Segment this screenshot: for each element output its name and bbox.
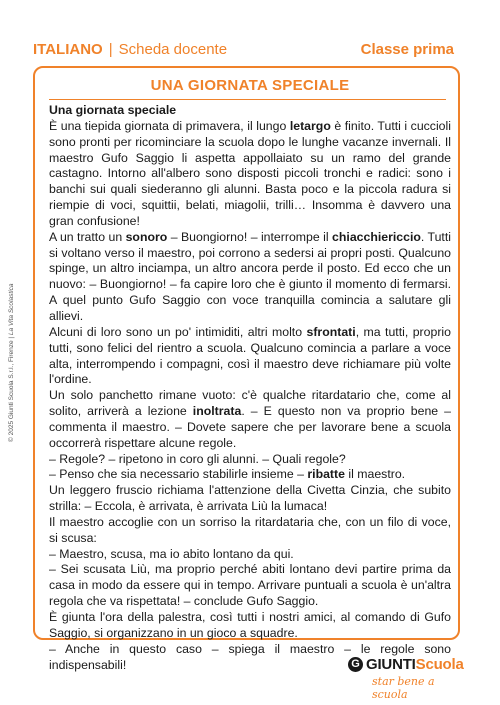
text-run: – Penso che sia necessario stabilirle insieme –	[49, 467, 308, 482]
copyright-text: © 2025 Giunti Scuola S.r.l., Firenze |	[8, 335, 15, 442]
text-run: Un solo panchetto rimane vuoto: c'è qualche ritardatario che, come al solito, arriverà a lezione	[49, 388, 451, 419]
subject-label: ITALIANO	[33, 40, 103, 58]
vocabulary-word: ribatte	[307, 467, 345, 482]
publication-name: La Vita Scolastica	[8, 283, 15, 336]
giunti-scuola-logo	[348, 654, 468, 701]
text-run: . Tutti si voltano verso il maestro, poi corrono a sedersi ai propri posti. Qualcuno spinge, un altro inciampa, un altro ancora perde il posto. Ed ecco che un nuovo: – Buongiorno! – fa capire loro che è giunto il momento di fermarsi. A quel punto Gufo Saggio con voce tranquilla comincia a salutare gli allievi.	[49, 229, 451, 323]
text-run: È giunta l'ora della palestra, così tutti i nostri amici, al comando di Gufo Saggio, si organizzano in un gioco a squadre.	[49, 610, 451, 640]
story-paragraph	[49, 452, 451, 468]
vocabulary-word: sfrontati	[306, 324, 356, 339]
logo-wordmark	[348, 654, 468, 674]
logo-mark-letter: G	[351, 657, 360, 670]
text-run: – Maestro, scusa, ma io abito lontano da qui.	[49, 546, 294, 561]
story-paragraph	[49, 483, 451, 515]
logo-g-icon	[348, 657, 363, 672]
story-paragraphs	[49, 119, 451, 674]
text-run: – Sei scusata Liù, ma proprio perché abiti lontano devi partire prima da casa in modo da essere qui in tempo. Arrivare puntuali a scuola è un'altra regola che va rispettata! – conclude Gufo Saggio.	[49, 562, 451, 609]
text-run: Il maestro accoglie con un sorriso la ritardataria che, con un filo di voce, si scusa:	[49, 514, 451, 545]
story-paragraph	[49, 230, 451, 325]
text-run: il maestro.	[344, 467, 406, 482]
text-run: A un tratto un	[49, 229, 126, 244]
text-run: , ma tutti, proprio tutti, sono felici del rientro a scuola. Qualcuno comincia a parlare a voce alta, interrompendo i compagni, così il maestro deve richiamare più volte l'ordine.	[49, 324, 451, 387]
story-paragraph	[49, 562, 451, 610]
text-run: Alcuni di loro sono un po' intimiditi, altri molto	[49, 324, 307, 339]
story-paragraph	[49, 325, 451, 388]
text-run: è finito. Tutti i cuccioli sono pronti per ricominciare la scuola dopo le lunghe vacanze invernali. Il maestro Gufo Saggio li aspetta appollaiato su un ramo del grande castagno. Intorno all'albero sono disposti piccoli tronchi e radici: sono i banchi sui quali siederanno gli alunni. Basta poco e la piccola radura si riempie di voci, squittii, belati, miagolii, trilli… Insomma è davvero una gran confusione!	[49, 118, 451, 228]
vocabulary-word: inoltrata	[192, 404, 242, 419]
grade-label: Classe prima	[360, 40, 454, 58]
text-run: – Regole? – ripetono in coro gli alunni. – Quali regole?	[49, 451, 346, 466]
text-run: – Buongiorno! – interrompe il	[167, 229, 333, 244]
story-paragraph	[49, 610, 451, 642]
story-paragraph	[49, 467, 451, 483]
story-paragraph	[49, 515, 451, 547]
story-paragraph	[49, 388, 451, 451]
card-title-divider	[49, 99, 446, 100]
text-run: – Anche in questo caso – spiega il maestro – le regole sono indispensabili!	[49, 641, 451, 672]
header-separator: |	[108, 40, 113, 58]
story-paragraph	[49, 119, 451, 230]
logo-name-giunti: GIUNTI	[366, 655, 416, 673]
page-header	[33, 38, 454, 60]
copyright-notice	[8, 202, 15, 442]
header-left	[33, 41, 227, 58]
logo-name-scuola: Scuola	[415, 655, 464, 673]
story-content	[49, 103, 451, 673]
card-title: UNA GIORNATA SPECIALE	[150, 77, 350, 94]
vocabulary-word: sonoro	[125, 229, 168, 244]
story-paragraph	[49, 547, 451, 563]
vocabulary-word: letargo	[289, 118, 331, 133]
vocabulary-word: chiacchiericcio	[332, 229, 421, 244]
sheet-type-label: Scheda docente	[118, 40, 228, 58]
story-title: Una giornata speciale	[49, 103, 177, 117]
text-run: È una tiepida giornata di primavera, il lungo	[49, 118, 290, 133]
text-run: Un leggero fruscio richiama l'attenzione della Civetta Cinzia, che subito strilla: – Eccola, è arrivata, è arrivata Liù la lumaca!	[49, 483, 451, 514]
logo-tagline: star bene a scuola	[372, 675, 435, 701]
text-run: . – E questo non va proprio bene – commenta il maestro. – Dovete sapere che per lavorare bene a scuola occorrerà rispettare alcune regole.	[49, 404, 452, 450]
